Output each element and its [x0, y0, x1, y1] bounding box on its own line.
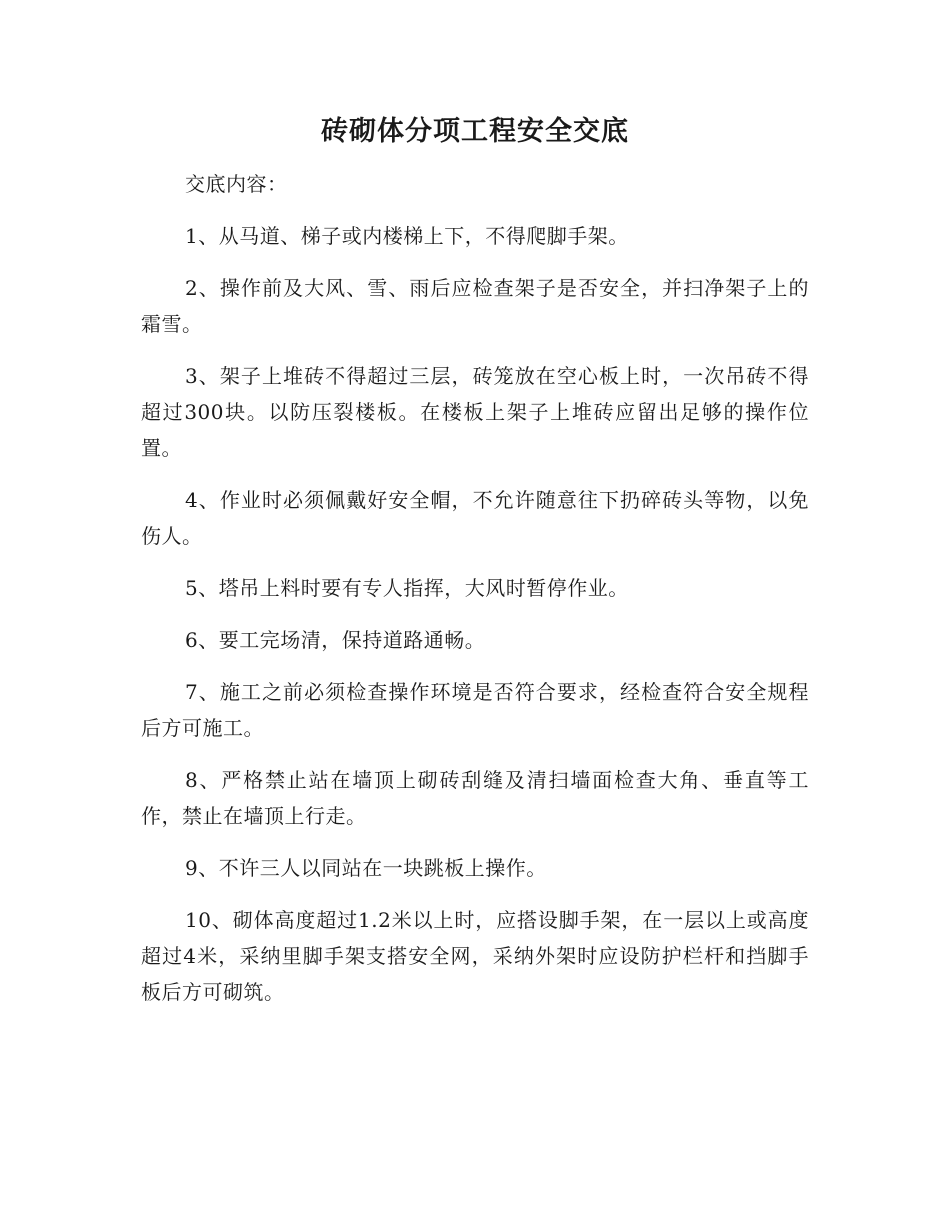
- intro-paragraph: 交底内容：: [185, 172, 288, 196]
- item-paragraph-2: 2、操作前及大风、雪、雨后应检查架子是否安全，并扫净架子上的霜雪。: [141, 276, 809, 336]
- item-paragraph-3: 3、架子上堆砖不得超过三层，砖笼放在空心板上时，一次吊砖不得超过300块。以防压裂楼板。在楼板上架子上堆砖应留出足够的操作位置。: [141, 364, 809, 460]
- document-body: [141, 166, 809, 1026]
- item-paragraph-7: 7、施工之前必须检查操作环境是否符合要求，经检查符合安全规程后方可施工。: [141, 680, 809, 740]
- item-paragraph-9: 9、不许三人以同站在一块跳板上操作。: [185, 856, 547, 880]
- item-paragraph-6: 6、要工完场清，保持道路通畅。: [185, 628, 486, 652]
- item-paragraph-8: 8、严格禁止站在墙顶上砌砖刮缝及清扫墙面检查大角、垂直等工作，禁止在墙顶上行走。: [141, 768, 809, 828]
- item-paragraph-5: 5、塔吊上料时要有专人指挥，大风时暂停作业。: [185, 576, 629, 600]
- item-paragraph-1: 1、从马道、梯子或内楼梯上下，不得爬脚手架。: [185, 224, 629, 248]
- item-paragraph-10: 10、砌体高度超过1.2米以上时，应搭设脚手架，在一层以上或高度超过4米，采纳里脚手架支搭安全网，采纳外架时应设防护栏杆和挡脚手板后方可砌筑。: [141, 908, 809, 1004]
- document-title: 砖砌体分项工程安全交底: [321, 116, 629, 147]
- item-paragraph-4: 4、作业时必须佩戴好安全帽，不允许随意往下扔碎砖头等物，以免伤人。: [141, 488, 809, 548]
